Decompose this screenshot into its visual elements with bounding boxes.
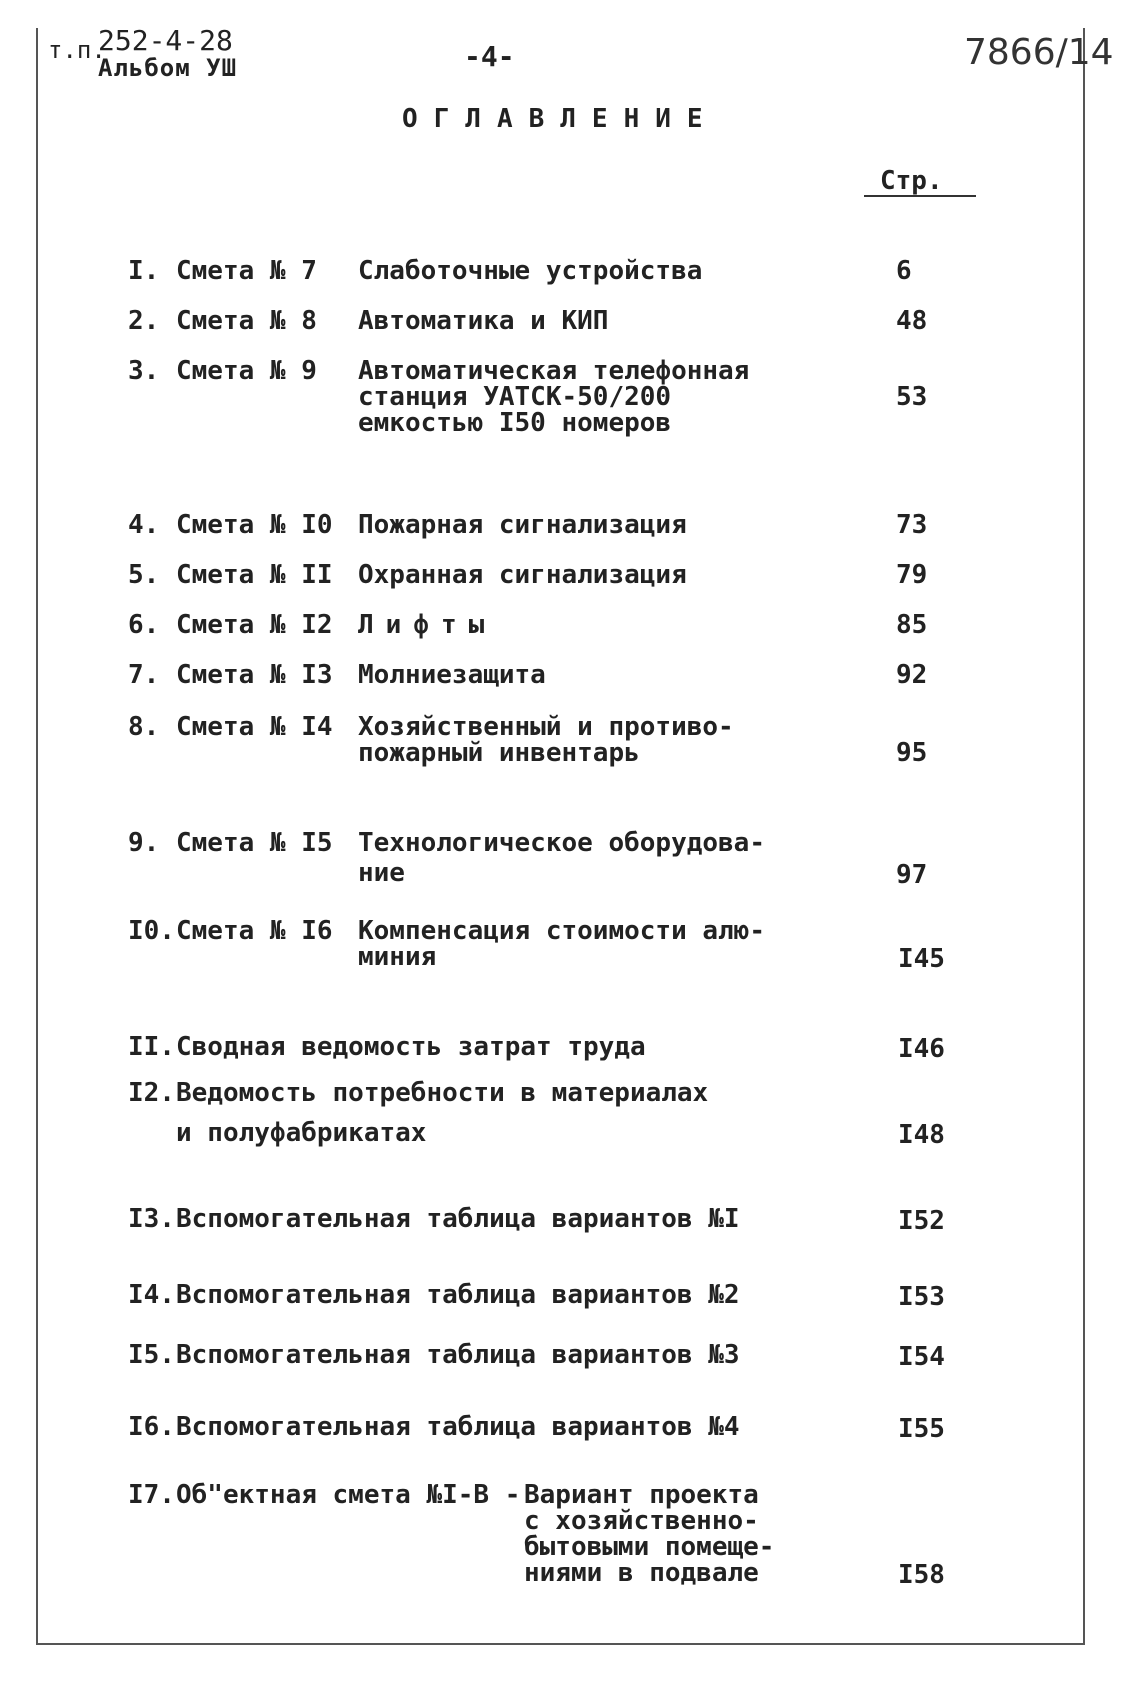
page-number: -4- bbox=[464, 40, 515, 73]
entry-text: ние bbox=[358, 858, 405, 888]
entry-text: Лифты bbox=[358, 610, 497, 640]
entry-number: 8. bbox=[128, 712, 160, 742]
entry-text: Хозяйственный и противо- bbox=[358, 712, 734, 742]
entry-page: I46 bbox=[898, 1034, 945, 1064]
entry-number: I4. bbox=[128, 1280, 175, 1310]
entry-page: I45 bbox=[898, 944, 945, 974]
entry-text: Сводная ведомость затрат труда bbox=[176, 1032, 646, 1062]
entry-text: и полуфабрикатах bbox=[176, 1118, 427, 1148]
page-column-underline bbox=[864, 195, 976, 197]
entry-number: I0. bbox=[128, 916, 175, 946]
entry-text: Охранная сигнализация bbox=[358, 560, 687, 590]
entry-number: I2. bbox=[128, 1078, 175, 1108]
entry-text: миния bbox=[358, 942, 437, 972]
entry-page: 48 bbox=[896, 306, 928, 336]
entry-estimate: Смета № I5 bbox=[176, 828, 333, 858]
entry-page: 73 bbox=[896, 510, 928, 540]
project-code-prefix: т.п. bbox=[48, 36, 106, 64]
entry-text: с хозяйственно- bbox=[524, 1506, 759, 1536]
entry-estimate: Смета № 7 bbox=[176, 256, 317, 286]
entry-page: I55 bbox=[898, 1414, 945, 1444]
entry-text: Вспомогательная таблица вариантов №3 bbox=[176, 1340, 740, 1370]
entry-number: 2. bbox=[128, 306, 160, 336]
entry-estimate: Смета № 9 bbox=[176, 356, 317, 386]
entry-text: станция УАТСК-50/200 bbox=[358, 382, 672, 412]
entry-estimate: Об"ектная смета №I-В - bbox=[176, 1480, 521, 1510]
entry-text: бытовыми помеще- bbox=[524, 1532, 775, 1562]
entry-page: 92 bbox=[896, 660, 928, 690]
entry-page: I52 bbox=[898, 1206, 945, 1236]
entry-number: 9. bbox=[128, 828, 160, 858]
entry-estimate: Смета № I6 bbox=[176, 916, 333, 946]
entry-text: Ведомость потребности в материалах bbox=[176, 1078, 709, 1108]
entry-text: Слаботочные устройства bbox=[358, 256, 703, 286]
entry-page: I54 bbox=[898, 1342, 945, 1372]
page-title: ОГЛАВЛЕНИЕ bbox=[402, 104, 719, 134]
album-label: Альбом УШ bbox=[98, 54, 238, 82]
entry-page: 6 bbox=[896, 256, 912, 286]
entry-number: 7. bbox=[128, 660, 160, 690]
entry-page: I53 bbox=[898, 1282, 945, 1312]
entry-page: I48 bbox=[898, 1120, 945, 1150]
entry-text: Пожарная сигнализация bbox=[358, 510, 687, 540]
entry-number: I7. bbox=[128, 1480, 175, 1510]
entry-estimate: Смета № I0 bbox=[176, 510, 333, 540]
entry-text: Компенсация стоимости алю- bbox=[358, 916, 765, 946]
entry-text: Технологическое оборудова- bbox=[358, 828, 765, 858]
entry-text: Автоматическая телефонная bbox=[358, 356, 750, 386]
entry-text: Вспомогательная таблица вариантов №2 bbox=[176, 1280, 740, 1310]
entry-text: ниями в подвале bbox=[524, 1558, 759, 1588]
entry-page: I58 bbox=[898, 1560, 945, 1590]
entry-text: Вариант проекта bbox=[524, 1480, 759, 1510]
entry-estimate: Смета № 8 bbox=[176, 306, 317, 336]
entry-page: 97 bbox=[896, 860, 928, 890]
entry-text: емкостью I50 номеров bbox=[358, 408, 672, 438]
entry-text: Вспомогательная таблица вариантов №4 bbox=[176, 1412, 740, 1442]
entry-estimate: Смета № I4 bbox=[176, 712, 333, 742]
entry-number: I5. bbox=[128, 1340, 175, 1370]
page-column-label: Стр. bbox=[880, 166, 943, 196]
entry-number: 4. bbox=[128, 510, 160, 540]
entry-number: 5. bbox=[128, 560, 160, 590]
entry-number: 6. bbox=[128, 610, 160, 640]
entry-page: 53 bbox=[896, 382, 928, 412]
entry-page: 85 bbox=[896, 610, 928, 640]
entry-number: 3. bbox=[128, 356, 160, 386]
entry-text: пожарный инвентарь bbox=[358, 738, 640, 768]
entry-number: I3. bbox=[128, 1204, 175, 1234]
entry-page: 79 bbox=[896, 560, 928, 590]
project-code-number: 252-4-28 bbox=[98, 24, 233, 57]
entry-text: Автоматика и КИП bbox=[358, 306, 609, 336]
entry-text: Вспомогательная таблица вариантов №I bbox=[176, 1204, 740, 1234]
entry-text: Молниезащита bbox=[358, 660, 546, 690]
entry-page: 95 bbox=[896, 738, 928, 768]
entry-number: II. bbox=[128, 1032, 175, 1062]
entry-number: I6. bbox=[128, 1412, 175, 1442]
document-number: 7866/14 bbox=[964, 32, 1114, 73]
entry-estimate: Смета № I2 bbox=[176, 610, 333, 640]
entry-number: I. bbox=[128, 256, 160, 286]
entry-estimate: Смета № II bbox=[176, 560, 333, 590]
entry-estimate: Смета № I3 bbox=[176, 660, 333, 690]
